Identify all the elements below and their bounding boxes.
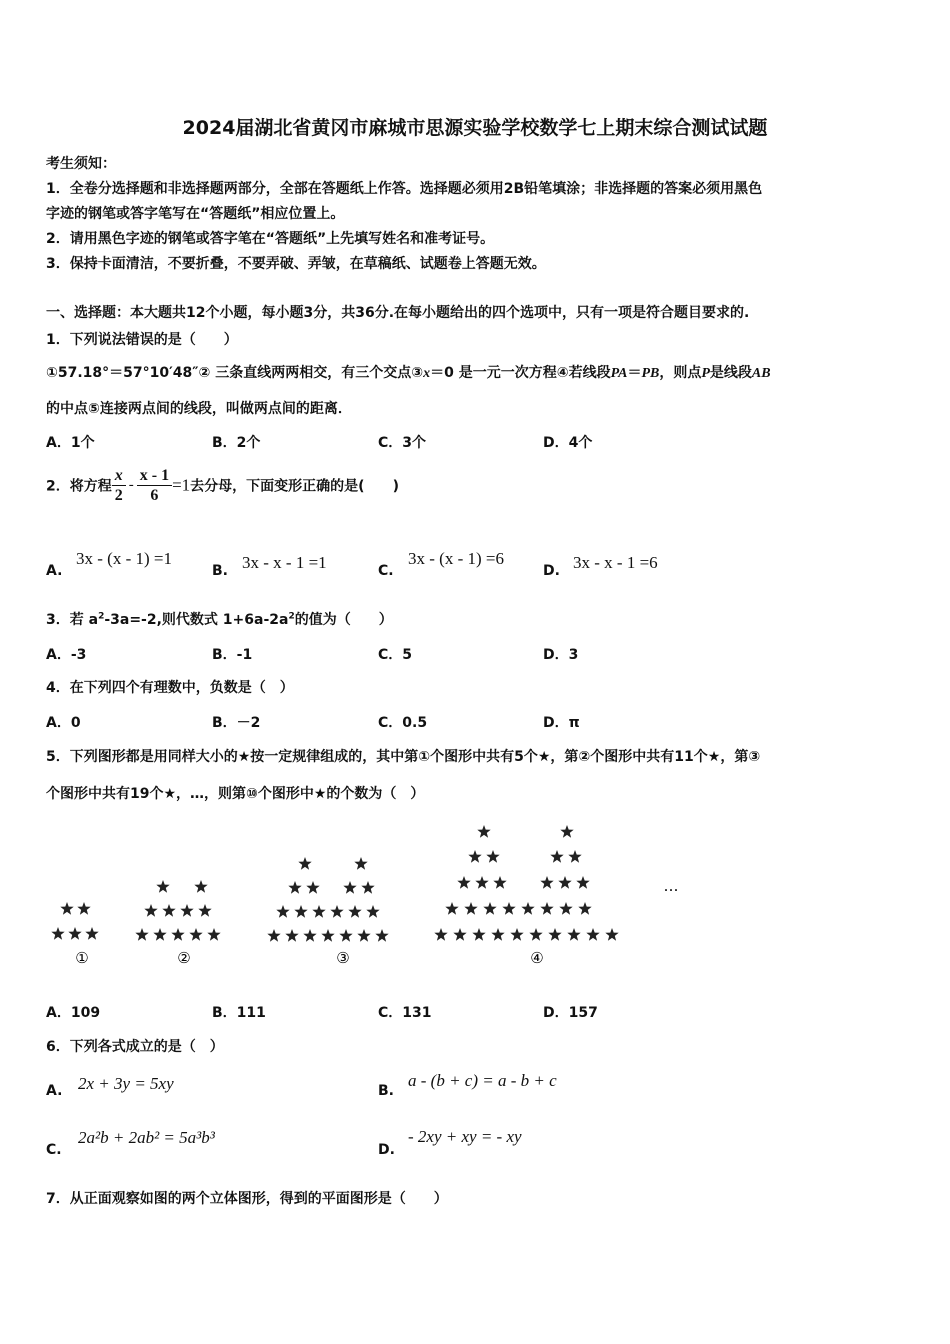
star-figure-2 [135, 928, 148, 941]
notice-line-2: 字迹的钢笔或答字笔写在“答题纸”相应位置上。 [46, 206, 345, 222]
star-figure-3 [285, 929, 298, 942]
star-figure-1 [60, 902, 73, 915]
figure-ellipsis: … [663, 877, 679, 895]
q6-option-b-label[interactable]: B. [378, 1083, 394, 1099]
q1-option-c[interactable]: C．3个 [378, 435, 427, 451]
q5-stem-line2: 个图形中共有19个★，…，则第⑩个图形中★的个数为（ ） [46, 786, 425, 802]
star-figure-3 [330, 905, 343, 918]
star-figure-4 [464, 902, 477, 915]
star-figure-3 [339, 929, 352, 942]
star-figure-2 [144, 904, 157, 917]
star-figure-4 [453, 928, 466, 941]
figure-label-1: ① [75, 949, 89, 967]
q4-option-b[interactable]: B．－2 [212, 715, 261, 731]
section-heading: 一、选择题：本大题共12个小题，每小题3分，共36分.在每小题给出的四个选项中，只有一项是符合题目要求的. [46, 305, 750, 321]
q1-option-d[interactable]: D．4个 [543, 435, 593, 451]
star-figure-2 [171, 928, 184, 941]
star-figure-1 [77, 902, 90, 915]
star-figure-4 [445, 902, 458, 915]
q3-stem: 3．若 $a^2-3a=-2$,则代数式 $1+6a-2a^2$的值为（ ） [46, 611, 393, 628]
star-figure-4 [502, 902, 515, 915]
q2-option-a-expr[interactable]: 3x - (x - 1) =1 [76, 549, 172, 568]
q3-option-a[interactable]: A．-3 [46, 647, 87, 663]
q6-option-a-label[interactable]: A. [46, 1083, 63, 1099]
q2-option-b-expr[interactable]: 3x - x - 1 =1 [242, 553, 327, 572]
q1-statements-line2: 的中点⑤连接两点间的线段，叫做两点间的距离． [46, 401, 352, 417]
star-figure-4 [529, 928, 542, 941]
star-figure-4 [567, 928, 580, 941]
star-figure-4 [477, 825, 490, 838]
star-figure-4 [560, 825, 573, 838]
star-figure-2 [162, 904, 175, 917]
star-figure-3 [294, 905, 307, 918]
q2-stem: 2．将方程 $\frac{x}{2}$ - $\frac{x - 1}{6}$ =1去分母，下面变形正确的是( ) [46, 467, 399, 504]
star-figure-3 [348, 905, 361, 918]
q6-option-d-label[interactable]: D. [378, 1142, 395, 1158]
star-figure-3 [366, 905, 379, 918]
figure-label-4: ④ [530, 949, 544, 967]
q1-option-b[interactable]: B．2个 [212, 435, 261, 451]
q2-option-c-label[interactable]: C. [378, 563, 394, 579]
star-figure-4 [486, 850, 499, 863]
star-figure-4 [483, 902, 496, 915]
star-figure-3 [276, 905, 289, 918]
star-pattern-figures [0, 815, 950, 975]
q1-statements-line1: ①57.18°＝57°10′48″② 三条直线两两相交，有三个交点③x＝0 是一元一次方程④若线段PA＝PB，则点P是线段AB [46, 365, 771, 381]
star-figure-2 [194, 880, 207, 893]
star-figure-4 [559, 902, 572, 915]
star-figure-4 [434, 928, 447, 941]
star-figure-4 [576, 876, 589, 889]
star-figure-4 [558, 876, 571, 889]
star-figure-3 [306, 881, 319, 894]
star-figure-4 [540, 876, 553, 889]
q4-option-c[interactable]: C．0.5 [378, 715, 428, 731]
q6-option-d-expr[interactable]: - 2xy + xy = - xy [408, 1127, 522, 1146]
star-figure-3 [361, 881, 374, 894]
star-figure-2 [180, 904, 193, 917]
star-figure-4 [548, 928, 561, 941]
star-figure-4 [550, 850, 563, 863]
q4-option-d[interactable]: D．π [543, 715, 580, 731]
q6-option-a-expr[interactable]: 2x + 3y = 5xy [78, 1074, 174, 1093]
star-figure-2 [153, 928, 166, 941]
q7-stem: 7．从正面观察如图的两个立体图形，得到的平面图形是（ ） [46, 1191, 448, 1207]
star-figure-3 [303, 929, 316, 942]
q2-option-d-label[interactable]: D. [543, 563, 560, 579]
star-figure-4 [510, 928, 523, 941]
q3-option-c[interactable]: C．5 [378, 647, 413, 663]
q4-option-a[interactable]: A．0 [46, 715, 81, 731]
q3-option-d[interactable]: D．3 [543, 647, 579, 663]
q5-option-d[interactable]: D．157 [543, 1005, 598, 1021]
q6-option-b-expr[interactable]: a - (b + c) = a - b + c [408, 1071, 557, 1090]
star-figure-4 [521, 902, 534, 915]
star-figure-4 [540, 902, 553, 915]
q5-stem-line1: 5．下列图形都是用同样大小的★按一定规律组成的，其中第①个图形中共有5个★，第②个图形中共有11个★，第③ [46, 749, 761, 765]
star-figure-3 [267, 929, 280, 942]
star-figure-1 [85, 927, 98, 940]
notice-heading: 考生须知： [46, 156, 116, 172]
star-figure-4 [605, 928, 618, 941]
star-figure-2 [207, 928, 220, 941]
notice-line-3: 2．请用黑色字迹的钢笔或答字笔在“答题纸”上先填写姓名和准考证号。 [46, 231, 495, 247]
q4-stem: 4．在下列四个有理数中，负数是（ ） [46, 680, 294, 696]
star-figure-3 [354, 857, 367, 870]
star-figure-3 [288, 881, 301, 894]
star-figure-3 [312, 905, 325, 918]
figure-label-3: ③ [336, 949, 350, 967]
q5-option-b[interactable]: B．111 [212, 1005, 266, 1021]
star-figure-4 [493, 876, 506, 889]
q1-option-a[interactable]: A．1个 [46, 435, 95, 451]
q6-option-c-expr[interactable]: 2a²b + 2ab² = 5a³b³ [78, 1128, 215, 1147]
q5-option-a[interactable]: A．109 [46, 1005, 101, 1021]
star-figure-4 [468, 850, 481, 863]
star-figure-3 [321, 929, 334, 942]
q6-option-c-label[interactable]: C. [46, 1142, 62, 1158]
star-figure-1 [68, 927, 81, 940]
page-title: 2024届湖北省黄冈市麻城市思源实验学校数学七上期末综合测试试题 [182, 117, 768, 139]
q2-option-c-expr[interactable]: 3x - (x - 1) =6 [408, 549, 504, 568]
q2-option-a-label[interactable]: A. [46, 563, 63, 579]
star-figure-1 [51, 927, 64, 940]
notice-line-1: 1．全卷分选择题和非选择题两部分，全部在答题纸上作答。选择题必须用2B铅笔填涂；非选择题的答案必须用黑色 [46, 181, 763, 197]
q6-stem: 6．下列各式成立的是（ ） [46, 1039, 224, 1055]
q3-option-b[interactable]: B．-1 [212, 647, 253, 663]
star-figure-4 [578, 902, 591, 915]
star-figure-3 [375, 929, 388, 942]
star-figure-3 [298, 857, 311, 870]
star-figure-4 [475, 876, 488, 889]
star-figure-2 [156, 880, 169, 893]
q5-option-c[interactable]: C．131 [378, 1005, 432, 1021]
star-figure-3 [357, 929, 370, 942]
figure-label-2: ② [177, 949, 191, 967]
star-figure-4 [568, 850, 581, 863]
star-figure-3 [343, 881, 356, 894]
q2-option-d-expr[interactable]: 3x - x - 1 =6 [573, 553, 658, 572]
star-figure-2 [198, 904, 211, 917]
star-figure-4 [491, 928, 504, 941]
notice-line-4: 3．保持卡面清洁，不要折叠，不要弄破、弄皱，在草稿纸、试题卷上答题无效。 [46, 256, 546, 272]
star-figure-4 [586, 928, 599, 941]
star-figure-4 [457, 876, 470, 889]
star-figure-2 [189, 928, 202, 941]
star-figure-4 [472, 928, 485, 941]
q1-stem: 1．下列说法错误的是（ ） [46, 332, 238, 348]
q2-option-b-label[interactable]: B. [212, 563, 228, 579]
